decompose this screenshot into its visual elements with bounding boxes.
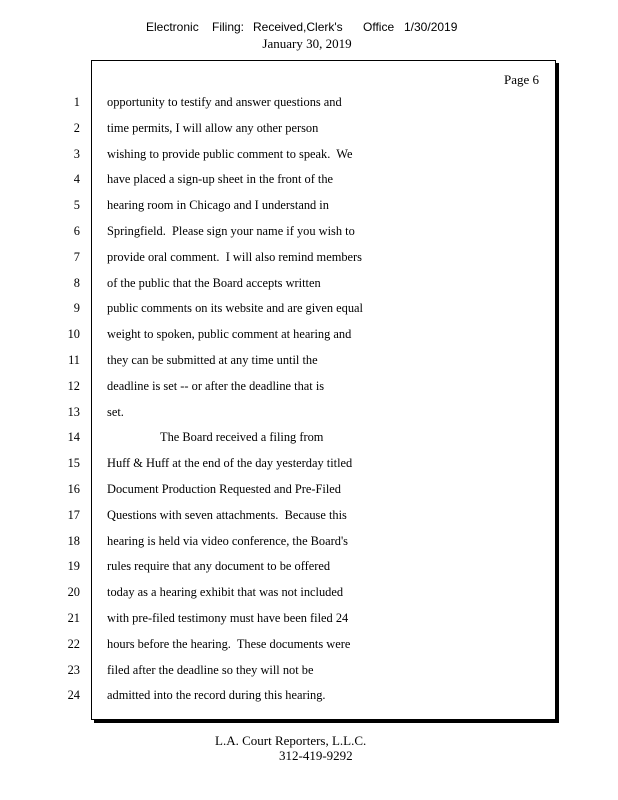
line-number: 16 (67, 481, 80, 496)
line-text: deadline is set -- or after the deadline that is (107, 378, 325, 393)
line-text: Huff & Huff at the end of the day yesterday titled (107, 456, 353, 471)
line-text: filed after the deadline so they will not be (107, 662, 314, 677)
line-text: hearing room in Chicago and I understand in (107, 198, 329, 213)
transcript-line (0, 400, 618, 426)
reporter-phone: 312-419-9292 (279, 748, 353, 763)
transcript-line (0, 606, 618, 632)
line-number: 6 (73, 223, 80, 238)
line-number: 22 (67, 636, 80, 651)
transcript-line (0, 116, 618, 142)
transcript-line (0, 219, 618, 245)
line-number: 24 (67, 688, 80, 703)
transcript-line (0, 580, 618, 606)
line-number: 2 (73, 120, 80, 135)
line-number: 1 (73, 95, 80, 109)
line-text: wishing to provide public comment to speak. We (107, 146, 353, 161)
transcript-line (0, 193, 618, 219)
line-text: set. (107, 404, 124, 419)
stamp-date: 1/30/2019 (404, 20, 458, 34)
line-text: time permits, I will allow any other person (107, 120, 319, 135)
transcript-line (0, 658, 618, 684)
line-text: provide oral comment. I will also remind members (107, 249, 362, 264)
line-number: 8 (73, 275, 80, 290)
line-text: with pre-filed testimony must have been filed 24 (107, 610, 349, 625)
transcript-line (0, 322, 618, 348)
transcript-date-text: January 30, 2019 (262, 36, 352, 51)
page-number: Page 6 (504, 72, 540, 87)
transcript-line (0, 245, 618, 271)
transcript-line (0, 271, 618, 297)
transcript-line (0, 632, 618, 658)
line-text: Document Production Requested and Pre-Filed (107, 481, 342, 496)
transcript-line (0, 451, 618, 477)
transcript-line (0, 90, 618, 116)
line-number: 3 (73, 146, 80, 161)
transcript-line (0, 477, 618, 503)
transcript-lines (0, 90, 618, 709)
line-text: of the public that the Board accepts written (107, 275, 321, 290)
transcript-line (0, 503, 618, 529)
line-text: hours before the hearing. These documents were (107, 636, 351, 651)
line-text: Questions with seven attachments. Because this (107, 507, 347, 522)
stamp-filing: Filing: (212, 20, 245, 34)
line-text: weight to spoken, public comment at hearing and (107, 327, 352, 342)
transcript-line (0, 167, 618, 193)
line-number: 13 (67, 404, 80, 419)
line-number: 19 (67, 559, 80, 574)
line-text: today as a hearing exhibit that was not included (107, 585, 344, 600)
line-number: 20 (67, 585, 80, 600)
transcript-line (0, 425, 618, 451)
transcript-line (0, 683, 618, 709)
line-number: 9 (73, 301, 80, 316)
line-text: public comments on its website and are given equal (107, 301, 364, 316)
line-text: opportunity to testify and answer questions and (107, 95, 342, 109)
line-number: 10 (67, 327, 80, 342)
line-text: rules require that any document to be offered (107, 559, 331, 574)
line-number: 15 (67, 456, 80, 471)
stamp-received: Received,Clerk's (253, 20, 343, 34)
line-number: 7 (73, 249, 80, 264)
transcript-line (0, 296, 618, 322)
transcript-line (0, 529, 618, 555)
line-number: 21 (67, 610, 80, 625)
transcript-line (0, 348, 618, 374)
reporter-company: L.A. Court Reporters, L.L.C. (215, 733, 367, 748)
line-text: Springfield. Please sign your name if you wish to (107, 223, 355, 238)
transcript-line (0, 142, 618, 168)
line-text: hearing is held via video conference, the Board's (107, 533, 349, 548)
line-text: they can be submitted at any time until the (107, 352, 318, 367)
line-number: 4 (73, 172, 80, 187)
electronic-filing-stamp (0, 20, 618, 36)
line-number: 11 (68, 352, 80, 367)
line-number: 12 (67, 378, 80, 393)
transcript-line (0, 554, 618, 580)
stamp-office: Office (363, 20, 395, 34)
line-number: 23 (67, 662, 80, 677)
transcript-line (0, 374, 618, 400)
line-text: have placed a sign-up sheet in the front of the (107, 172, 334, 187)
stamp-electronic: Electronic (146, 20, 199, 34)
transcript-date (0, 36, 618, 52)
line-number: 14 (67, 430, 80, 445)
line-number: 17 (67, 507, 80, 522)
line-number: 18 (67, 533, 80, 548)
line-text: The Board received a filing from (160, 430, 324, 445)
line-number: 5 (73, 198, 80, 213)
line-text: admitted into the record during this hearing. (107, 688, 326, 703)
